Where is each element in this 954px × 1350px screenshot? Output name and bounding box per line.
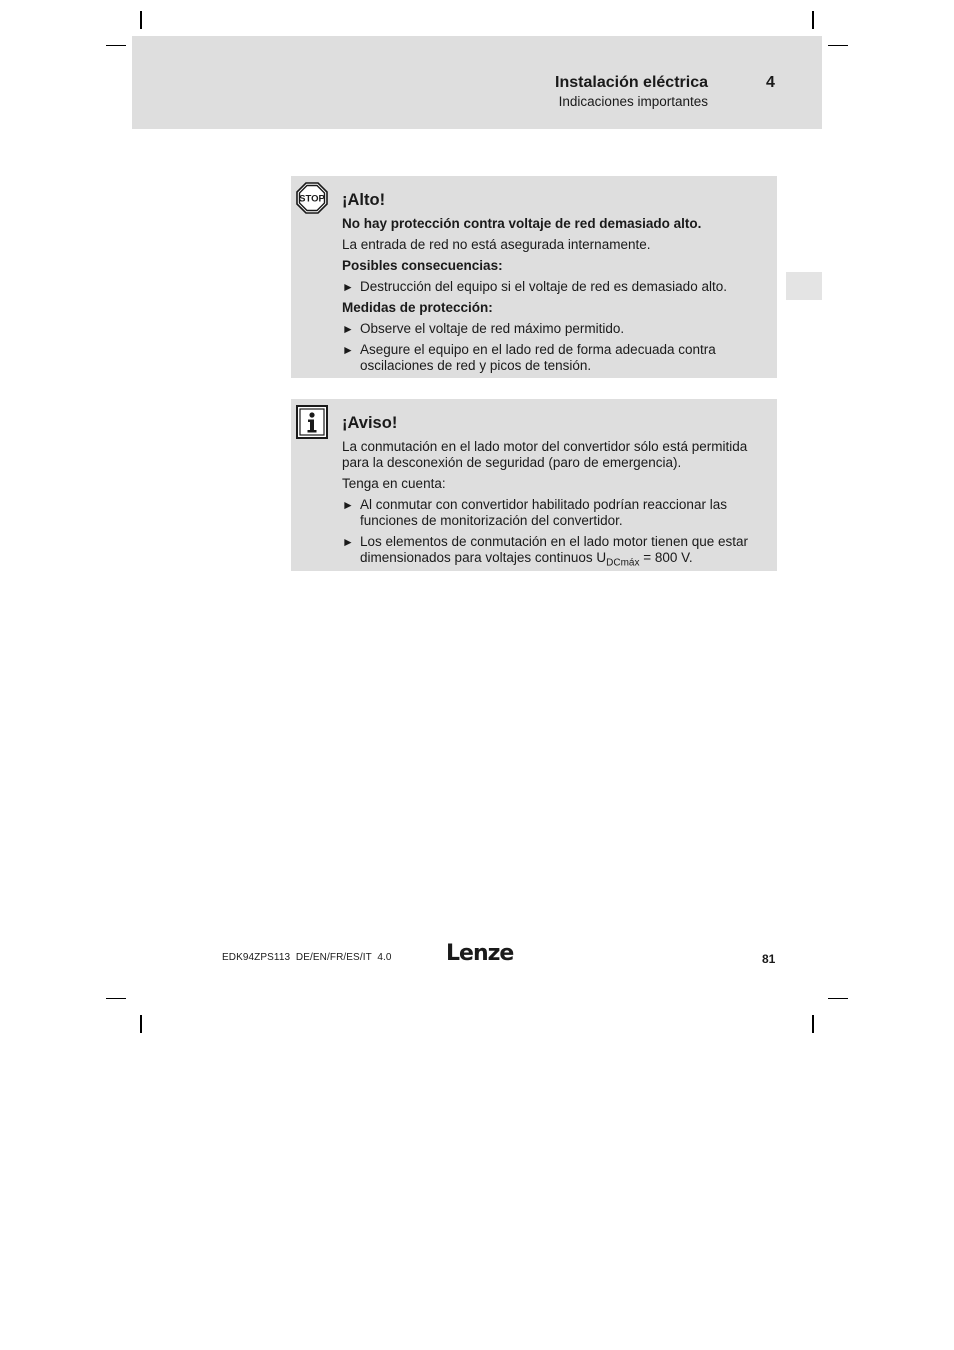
crop-mark	[812, 11, 814, 29]
chapter-side-tab	[786, 272, 822, 300]
list-item	[342, 534, 771, 572]
lenze-logo: Lenze	[446, 941, 514, 966]
crop-mark	[140, 11, 142, 29]
bullet-arrow-icon: ►	[342, 535, 354, 549]
document-id: EDK94ZPS113 DE/EN/FR/ES/IT 4.0	[222, 952, 392, 963]
stop-lead: No hay protección contra voltaje de red demasiado alto.	[342, 216, 702, 231]
note-text-part: = 800 V.	[639, 550, 693, 565]
stop-heading: ¡Alto!	[342, 191, 386, 209]
info-text: La conmutación en el lado motor del convertidor sólo está permitida para la desconexión de seguridad (paro de emergencia).	[342, 439, 748, 470]
consequence-text: Destrucción del equipo si el voltaje de red es demasiado alto.	[360, 279, 727, 294]
crop-mark	[106, 45, 126, 46]
stop-sign-icon	[296, 182, 328, 219]
note-text	[360, 534, 748, 569]
info-heading: ¡Aviso!	[342, 414, 398, 432]
measure-text: Asegure el equipo en el lado red de forma adecuada contra oscilaciones de red y picos de tensión.	[360, 342, 716, 373]
note-text-part: Los elementos de conmutación en el lado motor tienen que estar dimensionados para voltajes continuos U	[360, 534, 748, 565]
note-text: Al conmutar con convertidor habilitado podrían reaccionar las funciones de monitorización del convertidor.	[360, 497, 727, 528]
crop-mark	[106, 998, 126, 999]
stop-warning-box	[291, 176, 777, 378]
info-note-box	[291, 399, 777, 571]
stop-box-content	[342, 190, 771, 379]
header-band	[132, 36, 822, 129]
page-number: 81	[762, 952, 776, 966]
crop-mark	[828, 998, 848, 999]
crop-mark	[828, 45, 848, 46]
stop-text: La entrada de red no está asegurada internamente.	[342, 237, 651, 252]
crop-mark	[140, 1015, 142, 1033]
bullet-arrow-icon: ►	[342, 322, 354, 336]
svg-text:STOP: STOP	[299, 193, 325, 205]
note-label: Tenga en cuenta:	[342, 476, 446, 491]
chapter-title: Instalación eléctrica	[555, 74, 708, 91]
bullet-arrow-icon: ►	[342, 343, 354, 357]
consequences-label: Posibles consecuencias:	[342, 258, 503, 273]
voltage-subscript: DCmáx	[606, 557, 640, 569]
list-item	[342, 342, 771, 374]
list-item	[342, 321, 771, 337]
measures-label: Medidas de protección:	[342, 300, 493, 315]
bullet-arrow-icon: ►	[342, 280, 354, 294]
list-item	[342, 279, 771, 295]
info-box-content	[342, 413, 771, 577]
chapter-subtitle: Indicaciones importantes	[558, 94, 708, 109]
list-item	[342, 497, 771, 529]
measure-text: Observe el voltaje de red máximo permitido.	[360, 321, 625, 336]
crop-mark	[812, 1015, 814, 1033]
chapter-number: 4	[766, 74, 775, 91]
info-icon	[296, 405, 328, 444]
bullet-arrow-icon: ►	[342, 498, 354, 512]
